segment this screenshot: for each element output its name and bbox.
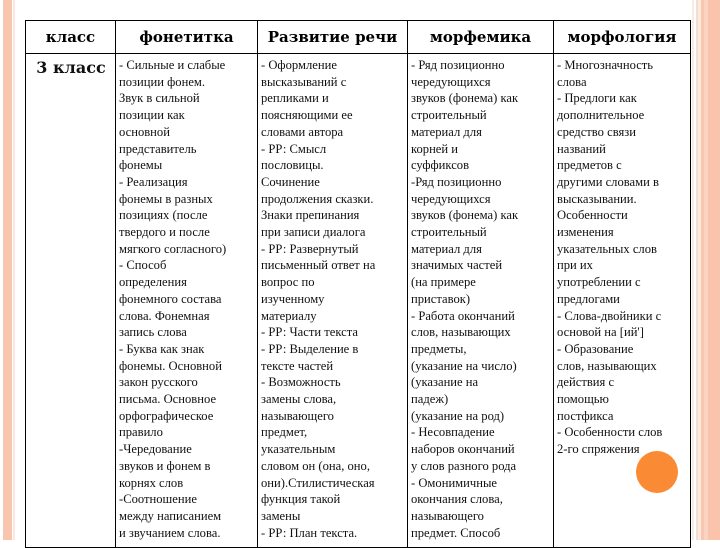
cell-text-line: - Буква как знак	[119, 341, 205, 356]
cell-text-line: замены слова,	[261, 392, 337, 407]
cell-text-line: - РР: Части текста	[261, 325, 358, 340]
cell-text-line: у слов разного рода	[411, 458, 517, 473]
cell-text-line: материалу	[261, 308, 317, 323]
cell-text-line: - РР: Выделение в	[261, 341, 359, 356]
header-speech-development: Развитие речи	[258, 21, 408, 54]
cell-text-line: - Ряд позиционно	[411, 58, 505, 72]
cell-text-line: Звук в сильной	[119, 91, 200, 106]
cell-text-line: -Соотношение	[119, 492, 197, 507]
cell-text-line: материал для	[411, 241, 482, 256]
cell-text-line: звуков (фонема) как	[411, 91, 519, 106]
cell-text-line: действия с	[557, 375, 615, 390]
cell-text-line: окончания слова,	[411, 492, 503, 507]
header-grade: класс	[26, 21, 116, 54]
cell-text-line: закон русского	[119, 375, 198, 390]
cell-text-line: материал для	[411, 124, 482, 139]
cell-text-line: приставок)	[411, 291, 471, 306]
cell-text-line: фонемы	[119, 158, 163, 173]
cell-text-line: 2-го спряжения	[557, 442, 640, 457]
cell-text-line: Знаки препинания	[261, 208, 360, 223]
cell-text-line: - Сильные и слабые	[119, 58, 226, 72]
cell-text-line: позиции как	[119, 108, 185, 123]
cell-text-line: при записи диалога	[261, 225, 366, 240]
phonetics-cell	[116, 54, 258, 548]
cell-text-line: репликами и	[261, 91, 329, 106]
cell-text-line: высказываний с	[261, 74, 347, 89]
left-decorative-stripe-thin	[13, 0, 15, 540]
cell-text-line: письма. Основное	[119, 392, 217, 407]
cell-text-line: - Реализация	[119, 174, 188, 189]
cell-text-line: функция такой	[261, 492, 341, 507]
cell-text-line: употреблении с	[557, 275, 641, 290]
cell-text-line: предлогами	[557, 291, 620, 306]
cell-text-line: наборов окончаний	[411, 442, 515, 457]
cell-text-line: корней и	[411, 141, 459, 156]
cell-text-line: строительный	[411, 108, 487, 123]
cell-text-line: фонемы. Основной	[119, 358, 222, 373]
cell-text-line: поясняющими ее	[261, 108, 353, 123]
cell-text-line: фонемного состава	[119, 291, 222, 306]
cell-text-line: корнях слов	[119, 475, 184, 490]
cell-text-line: - Образование	[557, 341, 634, 356]
cell-text-line: дополнительное	[557, 108, 645, 123]
speech-development-cell	[258, 54, 408, 548]
cell-text-line: строительный	[411, 225, 487, 240]
cell-text-line: чередующихся	[411, 191, 491, 206]
cell-text-line: - Особенности слов	[557, 425, 663, 440]
cell-text-line: указательным	[261, 442, 336, 457]
cell-text-line: предмет. Способ	[411, 525, 501, 540]
cell-text-line: падеж)	[411, 392, 449, 407]
cell-text-line: суффиксов	[411, 158, 470, 173]
cell-text-line: слов, называющих	[557, 358, 657, 373]
cell-text-line: (указание на	[411, 375, 479, 390]
cell-text-line: продолжения сказки.	[261, 191, 374, 206]
cell-text-line: орфографическое	[119, 408, 214, 423]
cell-text-line: другими словами в	[557, 174, 659, 189]
morphemics-cell	[408, 54, 554, 548]
header-morphology: морфология	[554, 21, 691, 54]
cell-text-line: названий	[557, 141, 606, 156]
cell-text-line: - Предлоги как	[557, 91, 637, 106]
cell-text-line: - Омонимичные	[411, 475, 498, 490]
cell-text-line: звуков (фонема) как	[411, 208, 519, 223]
cell-text-line: определения	[119, 275, 187, 290]
cell-text-line: при их	[557, 258, 593, 273]
cell-text-line: - Слова-двойники с	[557, 308, 662, 323]
cell-text-line: слов, называющих	[411, 325, 511, 340]
cell-text-line: - Несовпадение	[411, 425, 495, 440]
cell-text-line: постфикса	[557, 408, 614, 423]
cell-text-line: - РР: Развернутый	[261, 241, 359, 256]
cell-text-line: слова. Фонемная	[119, 308, 210, 323]
cell-text-line: называющего	[411, 508, 484, 523]
cell-text-line: называющего	[261, 408, 334, 423]
cell-text-line: замены	[261, 508, 301, 523]
cell-text-line: позициях (после	[119, 208, 208, 223]
cell-text-line: предмет,	[261, 425, 308, 440]
cell-text-line: Сочинение	[261, 174, 320, 189]
cell-text-line: словами автора	[261, 124, 344, 139]
cell-text-line: предметов с	[557, 158, 622, 173]
cell-text-line: помощью	[557, 392, 609, 407]
cell-text-line: словом он (она, оно,	[261, 458, 370, 473]
cell-text-line: они).Стилистическая	[261, 475, 375, 490]
cell-text-line: высказывании.	[557, 191, 637, 206]
cell-text-line: слова	[557, 74, 587, 89]
cell-text-line: звуков и фонем в	[119, 458, 211, 473]
cell-text-line: -Чередование	[119, 442, 192, 457]
header-morphemics: морфемика	[408, 21, 554, 54]
header-row	[26, 21, 691, 54]
cell-text-line: твердого и после	[119, 225, 210, 240]
cell-text-line: чередующихся	[411, 74, 491, 89]
cell-text-line: -Ряд позиционно	[411, 174, 502, 189]
cell-text-line: между написанием	[119, 508, 222, 523]
cell-text-line: письменный ответ на	[261, 258, 376, 273]
cell-text-line: Особенности	[557, 208, 628, 223]
cell-text-line: средство связи	[557, 124, 636, 139]
cell-text-line: пословицы.	[261, 158, 324, 173]
grade-cell: 3 класс	[26, 54, 116, 548]
cell-text-line: правило	[119, 425, 163, 440]
left-decorative-stripe	[3, 0, 12, 540]
cell-text-line: значимых частей	[411, 258, 503, 273]
cell-text-line: указательных слов	[557, 241, 657, 256]
cell-text-line: и звучанием слова.	[119, 525, 221, 540]
cell-text-line: - Возможность	[261, 375, 341, 390]
cell-text-line: - Способ	[119, 258, 167, 273]
cell-text-line: (на примере	[411, 275, 476, 290]
cell-text-line: тексте частей	[261, 358, 334, 373]
right-decorative-band	[692, 0, 720, 540]
cell-text-line: изменения	[557, 225, 614, 240]
cell-text-line: (указание на род)	[411, 408, 505, 423]
header-phonetics: фонетитка	[116, 21, 258, 54]
table-row	[26, 54, 691, 548]
cell-text-line: (указание на число)	[411, 358, 517, 373]
cell-text-line: - Оформление	[261, 58, 337, 72]
cell-text-line: - РР: План текста.	[261, 525, 358, 540]
curriculum-table	[25, 20, 691, 548]
cell-text-line: вопрос по	[261, 275, 315, 290]
cell-text-line: - Работа окончаний	[411, 308, 515, 323]
cell-text-line: представитель	[119, 141, 197, 156]
cell-text-line: запись слова	[119, 325, 187, 340]
cell-text-line: предметы,	[411, 341, 467, 356]
cell-text-line: фонемы в разных	[119, 191, 213, 206]
cell-text-line: мягкого согласного)	[119, 241, 227, 256]
cell-text-line: - Многозначность	[557, 58, 654, 72]
cell-text-line: позиции фонем.	[119, 74, 206, 89]
cell-text-line: основной	[119, 124, 170, 139]
cell-text-line: изученному	[261, 291, 325, 306]
cell-text-line: основой на [ий']	[557, 325, 644, 340]
cell-text-line: - РР: Смысл	[261, 141, 327, 156]
orange-circle-decoration	[636, 451, 678, 493]
